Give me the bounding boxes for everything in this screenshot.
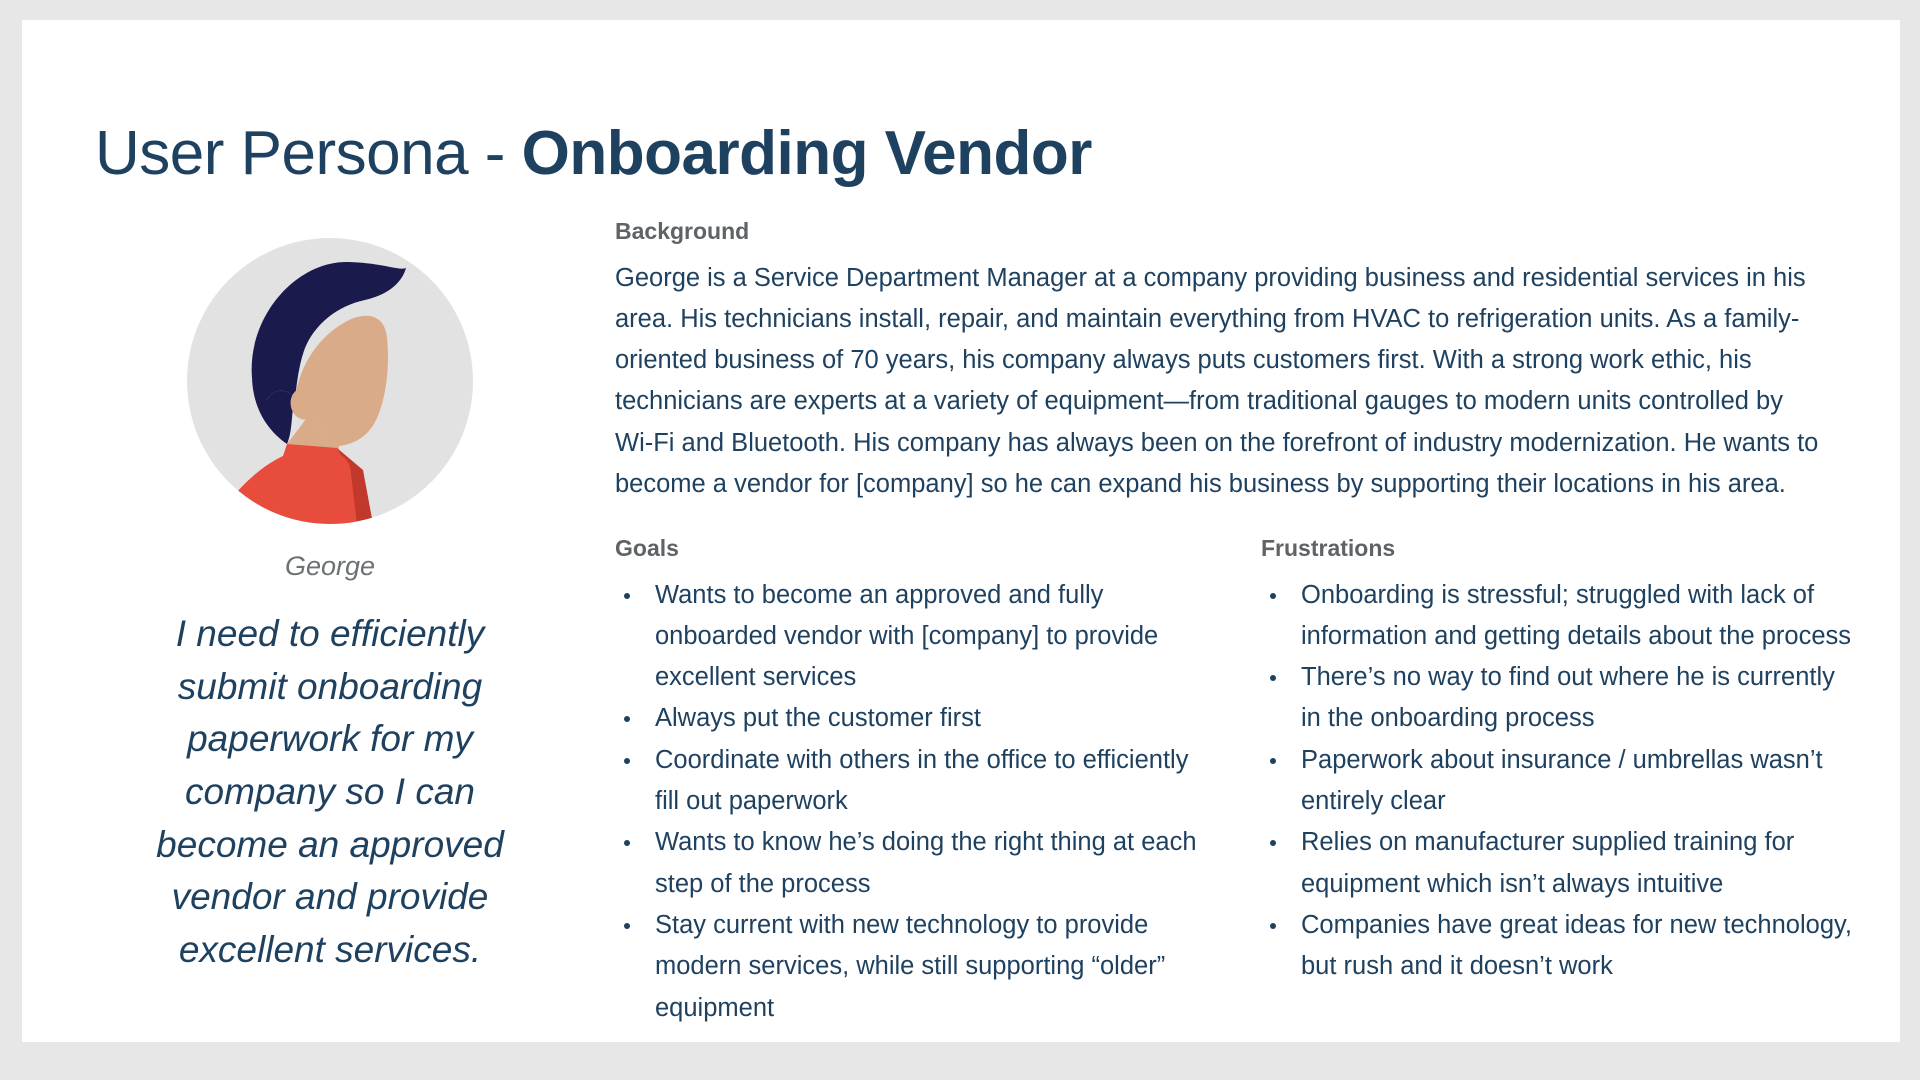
list-item: Onboarding is stressful; struggled with lack of information and getting details about the process xyxy=(1261,575,1855,658)
list-item: Wants to become an approved and fully onboarded vendor with [company] to provide excellent services xyxy=(615,575,1209,699)
background-text: George is a Service Department Manager at a company providing business and residential services in his area. His technicians install, repair, and maintain everything from HVAC to refrigeration units. As a family-oriented business of 70 years, his company always puts customers first. With a strong work ethic, his technicians are experts at a variety of equipment—from traditional gauges to modern units controlled by Wi-Fi and Bluetooth. His company has always been on the forefront of industry modernization. He wants to become a vendor for [company] so he can expand his business by supporting their locations in his area. xyxy=(615,263,1819,499)
avatar xyxy=(187,238,473,524)
background-section xyxy=(615,218,1820,505)
list-item: Companies have great ideas for new technology, but rush and it doesn’t work xyxy=(1261,905,1855,988)
page-title xyxy=(95,120,1092,188)
list-item: Stay current with new technology to provide modern services, while still supporting “older” equipment xyxy=(615,905,1209,1029)
page-title-bold: Onboarding Vendor xyxy=(521,118,1092,188)
page-title-light: User Persona - xyxy=(95,118,522,188)
person-profile-avatar-icon xyxy=(187,238,473,524)
list-item: Coordinate with others in the office to efficiently fill out paperwork xyxy=(615,740,1209,823)
frustrations-section xyxy=(1261,535,1855,1029)
frustrations-heading: Frustrations xyxy=(1261,535,1396,561)
goals-frustrations-columns xyxy=(615,535,1855,1029)
list-item: Relies on manufacturer supplied training for equipment which isn’t always intuitive xyxy=(1261,822,1855,905)
persona-summary-column xyxy=(80,210,580,976)
frustrations-list xyxy=(1261,575,1855,988)
background-heading: Background xyxy=(615,218,750,244)
list-item: There’s no way to find out where he is currently in the onboarding process xyxy=(1261,657,1855,740)
list-item: Always put the customer first xyxy=(615,698,1209,739)
goals-section xyxy=(615,535,1209,1029)
persona-quote: I need to efficiently submit onboarding paperwork for my company so I can become an approved vendor and provide excellent services. xyxy=(156,613,504,970)
persona-slide-card xyxy=(22,20,1900,1042)
persona-name: George xyxy=(284,551,376,581)
list-item: Paperwork about insurance / umbrellas wasn’t entirely clear xyxy=(1261,740,1855,823)
goals-heading: Goals xyxy=(615,535,679,561)
list-item: Wants to know he’s doing the right thing at each step of the process xyxy=(615,822,1209,905)
goals-list xyxy=(615,575,1209,1029)
